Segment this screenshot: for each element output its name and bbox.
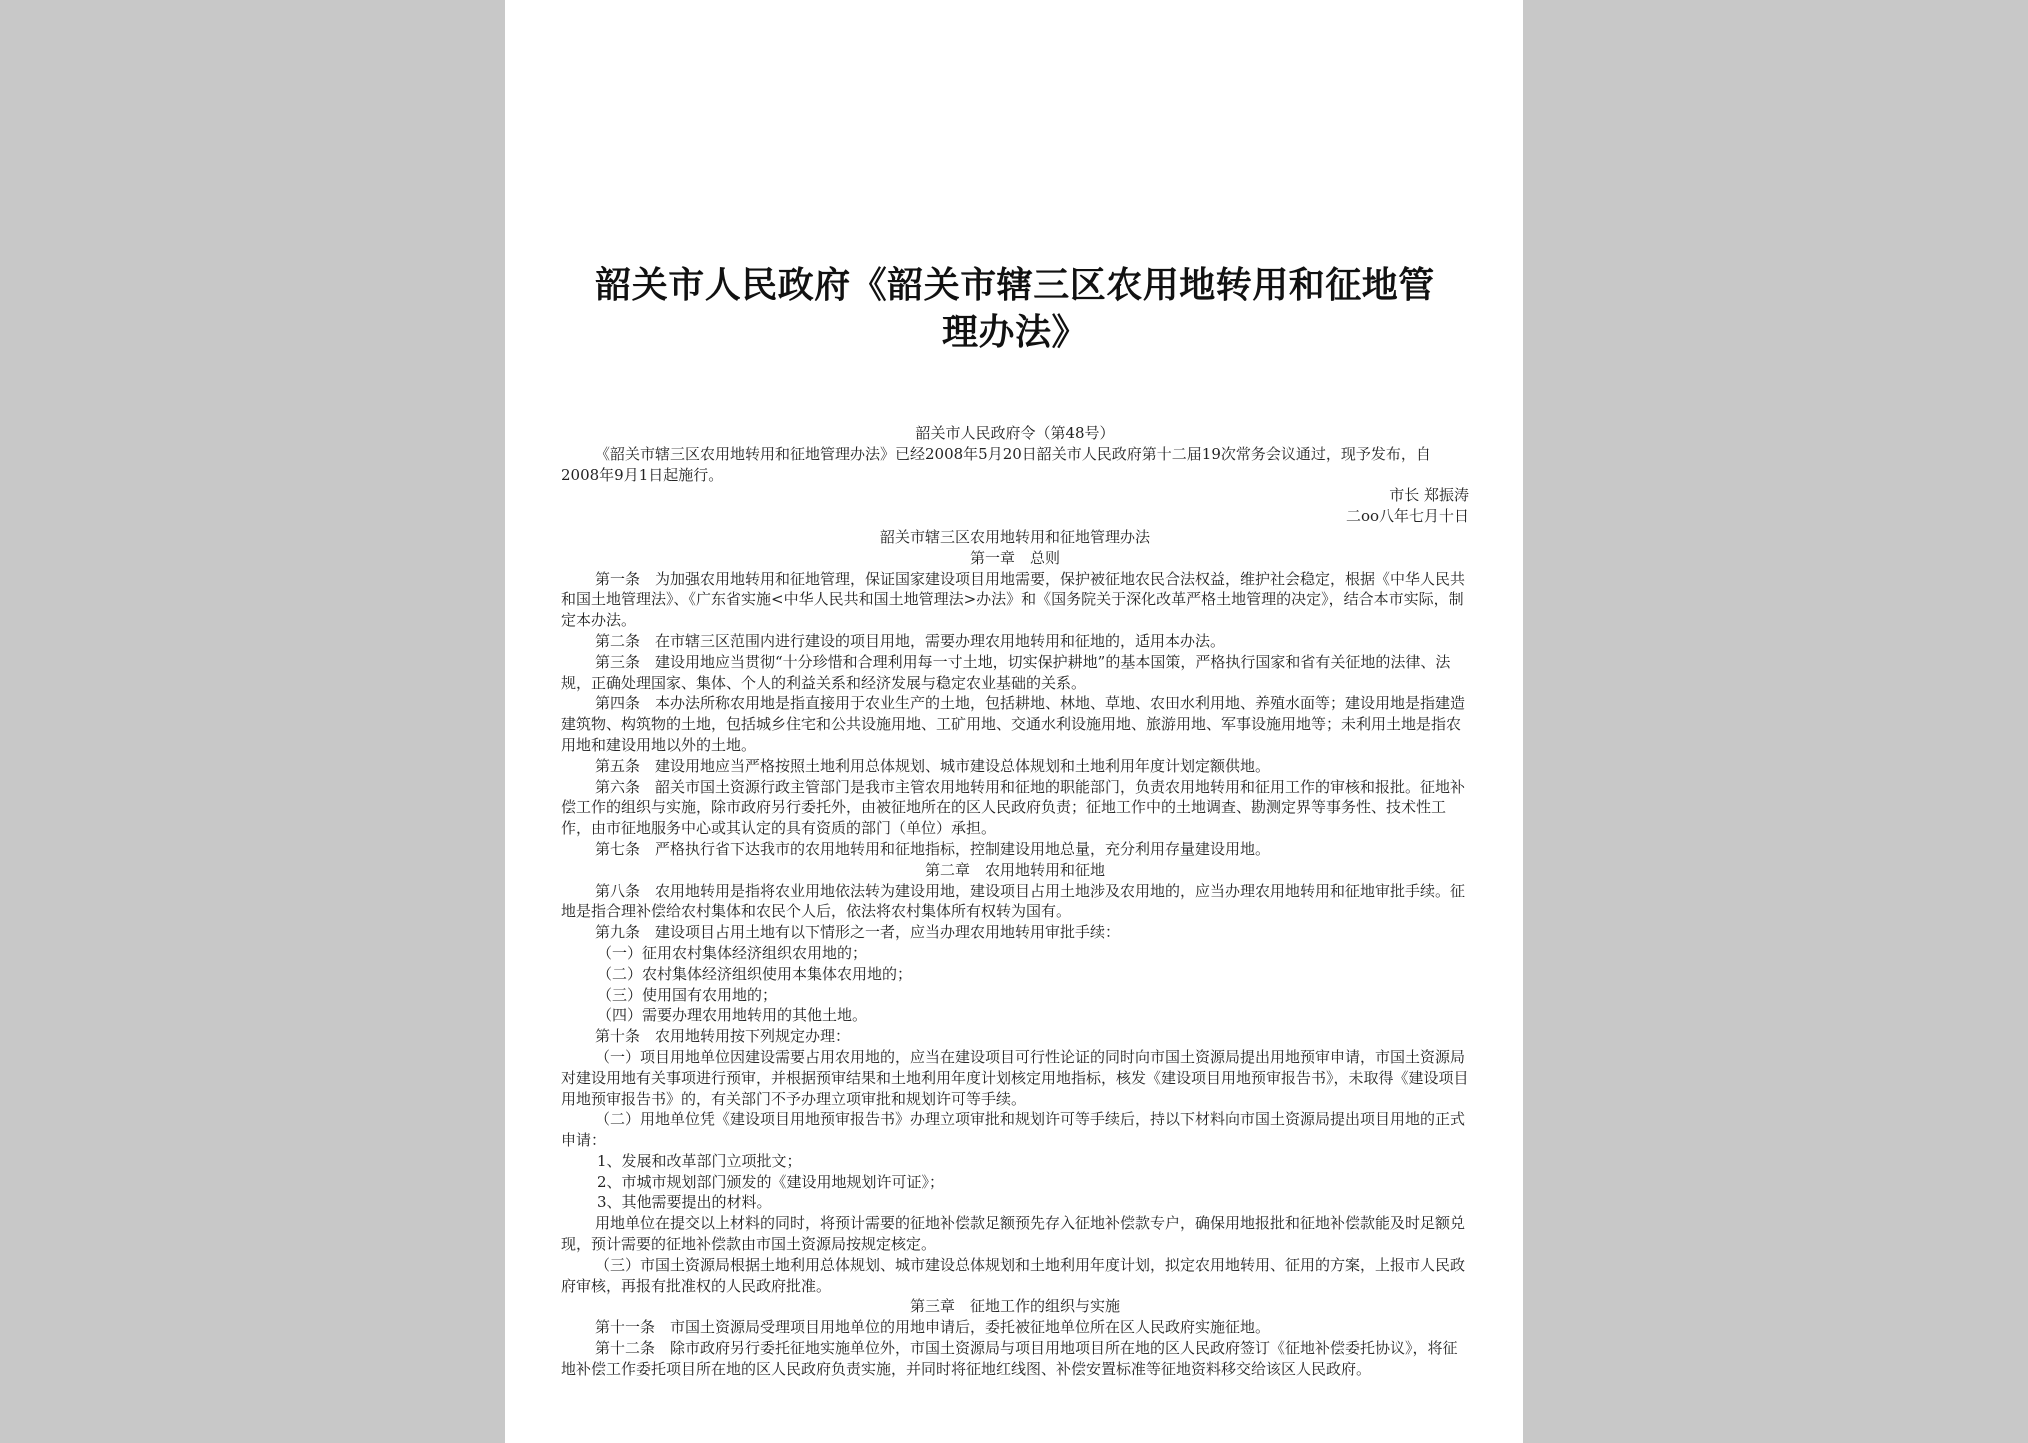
article: 第五条 建设用地应当严格按照土地利用总体规划、城市建设总体规划和土地利用年度计划定额供地。 <box>595 756 1271 775</box>
article-item: （一）项目用地单位因建设需要占用农用地的，应当在建设项目可行性论证的同时向市国土资源局提出用地预审申请，市国土资源局对建设用地有关事项进行预审，并根据预审结果和土地利用年度计划核定用地指标，核发《建设项目用地预审报告书》，未取得《建设项目用地预审报告书》的，有关部门不予办理立项审批和规划许可等手续。 <box>561 1047 1469 1108</box>
article-item: （三）使用国有农用地的； <box>597 985 778 1004</box>
article-item: （三）市国土资源局根据土地利用总体规划、城市建设总体规划和土地利用年度计划，拟定农用地转用、征用的方案，上报市人民政府审核，再报有批准权的人民政府批准。 <box>561 1255 1466 1295</box>
article-item: （一）征用农村集体经济组织农用地的； <box>597 943 868 962</box>
article: 第二条 在市辖三区范围内进行建设的项目用地，需要办理农用地转用和征地的，适用本办法。 <box>595 631 1226 650</box>
document-title: 韶关市人民政府《韶关市辖三区农用地转用和征地管理办法》 <box>595 264 1435 353</box>
article: 第十条 农用地转用按下列规定办理： <box>595 1027 851 1046</box>
promulgation-paragraph: 《韶关市辖三区农用地转用和征地管理办法》已经2008年5月20日韶关市人民政府第十二届19次常务会议通过，现予发布，自2008年9月1日起施行。 <box>561 444 1431 484</box>
document-body <box>561 423 1469 1380</box>
article: 第三条 建设用地应当贯彻“十分珍惜和合理利用每一寸土地，切实保护耕地”的基本国策，严格执行国家和省有关征地的法律、法规，正确处理国家、集体、个人的利益关系和经济发展与稳定农业基础的关系。 <box>561 652 1451 692</box>
article-item: （二）用地单位凭《建设项目用地预审报告书》办理立项审批和规划许可等手续后，持以下材料向市国土资源局提出项目用地的正式申请： <box>561 1110 1466 1150</box>
article: 第一条 为加强农用地转用和征地管理，保证国家建设项目用地需要，保护被征地农民合法权益，维护社会稳定，根据《中华人民共和国土地管理法》、《广东省实施<中华人民共和国土地管理法>办法》和《国务院关于深化改革严格土地管理的决定》，结合本市实际，制定本办法。 <box>561 569 1466 630</box>
article-paragraph: 用地单位在提交以上材料的同时，将预计需要的征地补偿款足额预先存入征地补偿款专户，确保用地报批和征地补偿款能及时足额兑现，预计需要的征地补偿款由市国土资源局按规定核定。 <box>561 1214 1466 1254</box>
signing-date: 二oo八年七月十日 <box>1345 507 1469 526</box>
article: 第六条 韶关市国土资源行政主管部门是我市主管农用地转用和征地的职能部门，负责农用地转用和征用工作的审核和报批。征地补偿工作的组织与实施，除市政府另行委托外，由被征地所在的区人民政府负责；征地工作中的土地调查、勘测定界等事务性、技术性工作，由市征地服务中心或其认定的具有资质的部门（单位）承担。 <box>561 777 1466 838</box>
article-subitem: 2、市城市规划部门颁发的《建设用地规划许可证》； <box>597 1172 945 1191</box>
signature: 市长 郑振涛 <box>1389 486 1469 505</box>
article: 第七条 严格执行省下达我市的农用地转用和征地指标，控制建设用地总量，充分利用存量建设用地。 <box>595 839 1271 858</box>
article-subitem: 1、发展和改革部门立项批文； <box>597 1151 802 1170</box>
article: 第十二条 除市政府另行委托征地实施单位外，市国土资源局与项目用地项目所在地的区人民政府签订《征地补偿委托协议》，将征地补偿工作委托项目所在地的区人民政府负责实施，并同时将征地红线图、补偿安置标准等征地资料移交给该区人民政府。 <box>561 1339 1458 1378</box>
document-page <box>505 0 1523 1443</box>
article: 第八条 农用地转用是指将农业用地依法转为建设用地，建设项目占用土地涉及农用地的，应当办理农用地转用和征地审批手续。征地是指合理补偿给农村集体和农民个人后，依法将农村集体所有权转为国有。 <box>561 881 1466 921</box>
article-item: （四）需要办理农用地转用的其他土地。 <box>597 1006 868 1025</box>
order-number: 韶关市人民政府令（第48号） <box>915 424 1115 442</box>
chapter-heading: 第二章 农用地转用和征地 <box>924 860 1105 879</box>
article: 第四条 本办法所称农用地是指直接用于农业生产的土地，包括耕地、林地、草地、农田水利用地、养殖水面等；建设用地是指建造建筑物、构筑物的土地，包括城乡住宅和公共设施用地、工矿用地、交通水利设施用地、旅游用地、军事设施用地等；未利用土地是指农用地和建设用地以外的土地。 <box>561 694 1466 754</box>
article-item: （二）农村集体经济组织使用本集体农用地的； <box>597 964 913 983</box>
article: 第十一条 市国土资源局受理项目用地单位的用地申请后，委托被征地单位所在区人民政府实施征地。 <box>595 1318 1271 1337</box>
chapter-heading: 第三章 征地工作的组织与实施 <box>909 1297 1120 1316</box>
article-subitem: 3、其他需要提出的材料。 <box>597 1193 772 1212</box>
regulation-title: 韶关市辖三区农用地转用和征地管理办法 <box>879 527 1150 546</box>
article: 第九条 建设项目占用土地有以下情形之一者，应当办理农用地转用审批手续： <box>595 923 1121 942</box>
chapter-heading: 第一章 总则 <box>969 548 1060 567</box>
